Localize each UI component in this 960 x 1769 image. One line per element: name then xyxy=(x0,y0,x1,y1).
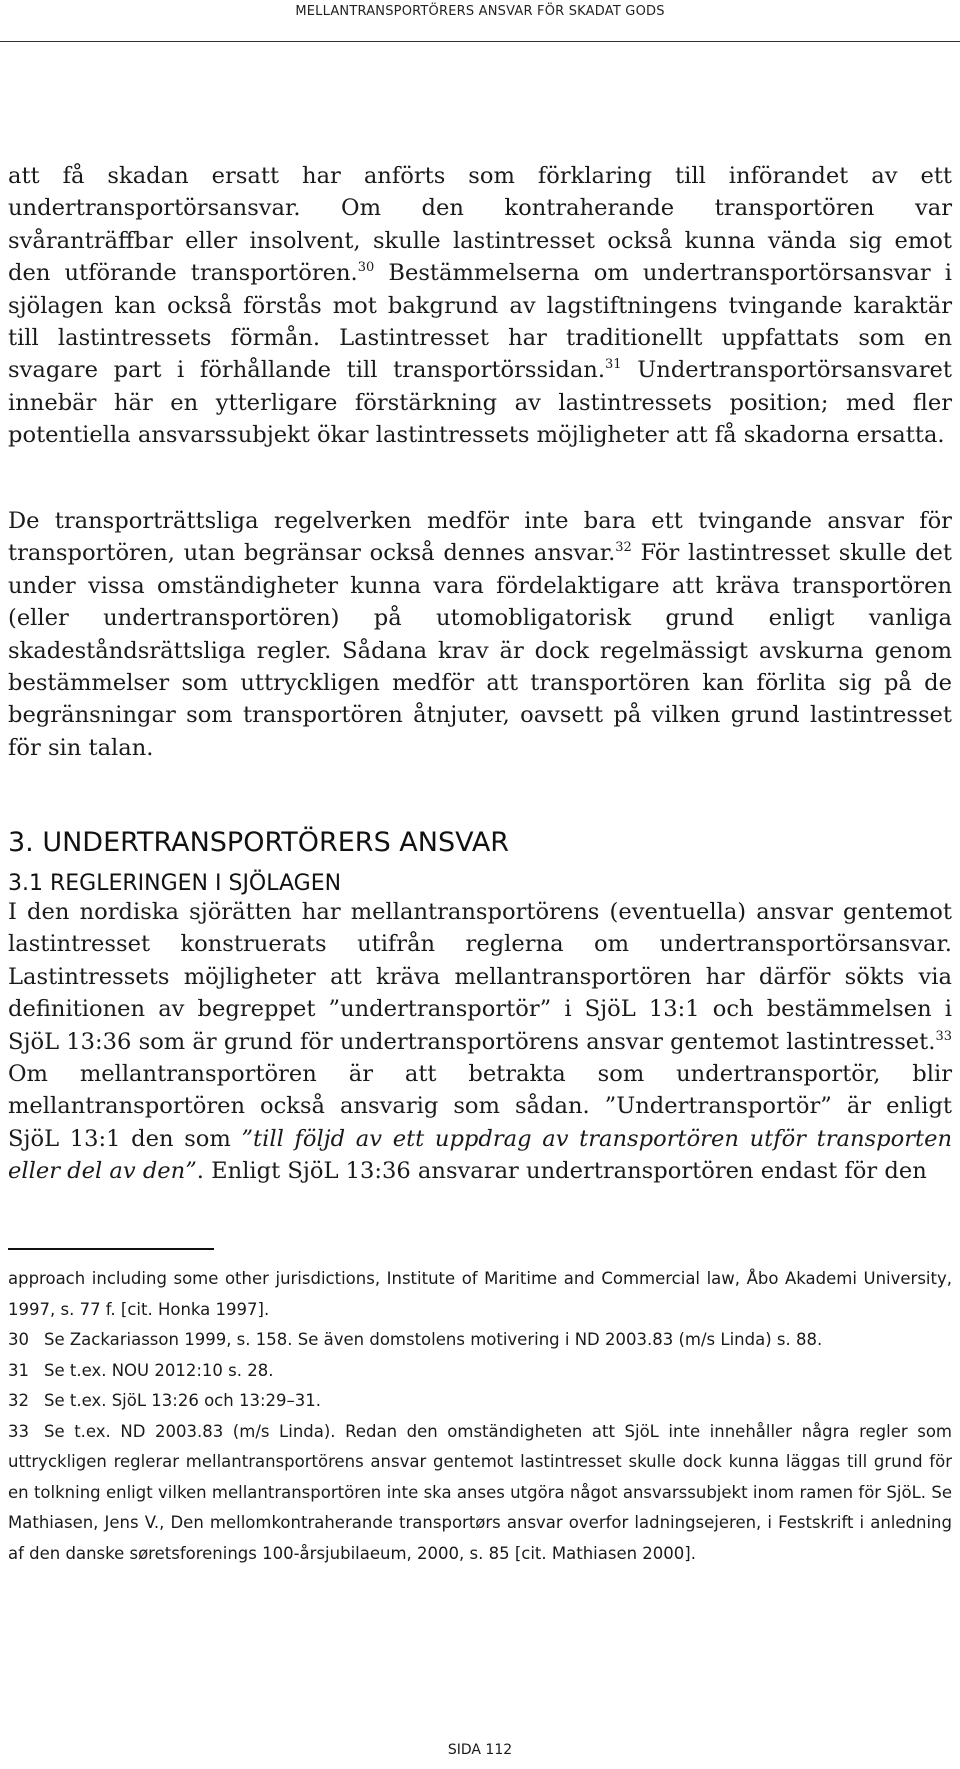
footnote-32 xyxy=(8,1386,952,1417)
section-heading: 3. UNDERTRANSPORTÖRERS ANSVAR xyxy=(8,827,510,858)
para3-text-3: . Enligt SjöL 13:36 ansvarar undertransportören endast för den xyxy=(196,1158,927,1185)
para3-text-1: I den nordiska sjörätten har mellantransportörens (eventuella) ansvar gentemot lastintresset konstruerats utifrån reglerna om undertransportörsansvar. Lastintressets möjligheter att kräva mellantransportören har därför sökts via definitionen av begreppet ”undertransportör” i SjöL 13:1 och bestämmelsen i SjöL 13:36 som är grund för undertransportörens ansvar gentemot lastintresset. xyxy=(8,899,952,1055)
para3-quote: ”till följd av ett uppdrag av transportören utför transporten eller del av den” xyxy=(8,1125,952,1185)
running-head-title: MELLANTRANSPORTÖRERS ANSVAR FÖR SKADAT GODS xyxy=(295,4,665,19)
running-header xyxy=(0,0,960,42)
footnote-divider xyxy=(8,1248,214,1250)
body-paragraph-1 xyxy=(8,160,952,452)
body-paragraph-2 xyxy=(8,505,952,764)
para2-text-1: De transporträttsliga regelverken medför inte bara ett tvingande ansvar för transportören, utan begränsar också dennes ansvar. xyxy=(8,508,952,567)
footnote-33 xyxy=(8,1417,952,1570)
para1-text-3: Undertransportörsansvaret innebär här en ytterligare förstärkning av lastintressets position; med fler potentiella ansvarssubjekt ökar lastintressets möjligheter att få skadorna ersatta. xyxy=(8,357,952,449)
footnote-ref-30[interactable]: 30 xyxy=(357,260,375,276)
footnote-ref-33[interactable]: 33 xyxy=(935,1028,952,1044)
subsection-heading: 3.1 REGLERINGEN I SJÖLAGEN xyxy=(8,871,342,896)
footnote-text: Se t.ex. NOU 2012:10 s. 28. xyxy=(44,1360,274,1380)
para1-text-2: Bestämmelserna om undertransportörsansvar i sjölagen kan också förstås mot bakgrund av lagstiftningens tvingande karaktär till lastintressets förmån. Lastintresset har traditionellt uppfattats som en svagare part i förhållande till transportörssidan. xyxy=(8,260,952,384)
footnote-31 xyxy=(8,1356,952,1387)
para1-text-1: att få skadan ersatt har anförts som förklaring till införandet av ett undertransportörsansvar. Om den kontraherande transportören var svåranträffbar eller insolvent, skulle lastintresset också kunna vända sig emot den utförande transportören. xyxy=(8,163,952,287)
footnote-ref-32[interactable]: 32 xyxy=(615,540,632,556)
page-number: SIDA 112 xyxy=(447,1742,513,1758)
footnotes xyxy=(8,1264,952,1569)
footnote-number: 33 xyxy=(8,1421,29,1441)
footnote-text: Se t.ex. SjöL 13:26 och 13:29–31. xyxy=(44,1391,321,1410)
body-paragraph-3 xyxy=(8,896,952,1188)
footnote-number: 30 xyxy=(8,1330,29,1349)
footnote-text: Se Zackariasson 1999, s. 158. Se även domstolens motivering i ND 2003.83 (m/s Linda) s. 88. xyxy=(44,1330,823,1349)
footnote-number: 32 xyxy=(8,1391,29,1410)
footnote-ref-31[interactable]: 31 xyxy=(605,357,622,373)
footnote-number: 31 xyxy=(8,1360,29,1380)
footnote-text: Se t.ex. ND 2003.83 (m/s Linda). Redan den omständigheten att SjöL inte innehåller några regler som uttryckligen reglerar mellantransportörens ansvar gentemot lastintresset skulle dock kunna läggas till grund för en tolkning enligt vilken mellantransportören inte ska anses utgöra något ansvarssubjekt inom ramen för SjöL. Se Mathiasen, Jens V., Den mellomkontraherande transportørs ansvar overfor ladningsejeren, i Festskrift i anledning af den danske søretsforenings 100-årsjubilaeum, 2000, s. 85 [cit. Mathiasen 2000]. xyxy=(8,1421,952,1563)
para3-text-2: Om mellantransportören är att betrakta som undertransportör, blir mellantransportören också ansvarig som sådan. ”Undertransportör” är enligt SjöL 13:1 den som xyxy=(8,1061,952,1152)
para2-text-2: För lastintresset skulle det under vissa omständigheter kunna vara fördelaktigare att kräva transportören (eller undertransportören) på utomobligatorisk grund enligt vanliga skadeståndsrättsliga regler. Sådana krav är dock regelmässigt avskurna genom bestämmelser som uttryckligen medför att transportören kan förlita sig på de begränsningar som transportören åtnjuter, oavsett på vilken grund lastintresset för sin talan. xyxy=(8,540,952,761)
footnote-continued: approach including some other jurisdictions, Institute of Maritime and Commercial law, Åbo Akademi University, 1997, s. 77 f. [cit. Honka 1997]. xyxy=(8,1269,952,1319)
footnote-30 xyxy=(8,1325,952,1356)
